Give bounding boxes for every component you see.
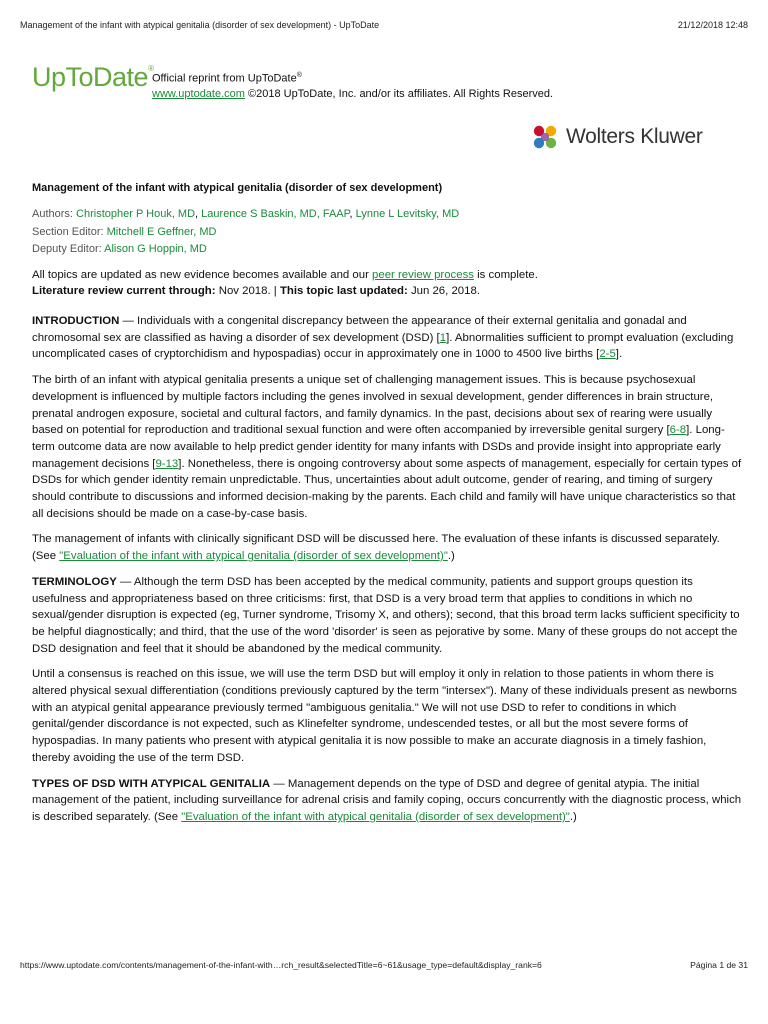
paragraph-text: The management of infants with clinically significant DSD will be discussed here. The evaluation of these infants is discussed separately. (See bbox=[32, 533, 720, 563]
paragraph-introduction bbox=[32, 313, 744, 363]
reference-link[interactable]: 6-8 bbox=[669, 424, 687, 437]
lit-review-value: Nov 2018. | bbox=[215, 285, 280, 297]
paragraph-birth bbox=[32, 372, 744, 522]
uptodate-link[interactable]: www.uptodate.com bbox=[152, 87, 245, 100]
paragraph-text: ]. bbox=[615, 348, 623, 361]
paragraph-types bbox=[32, 776, 744, 826]
reprint-notice bbox=[152, 68, 553, 102]
section-heading: TYPES OF DSD WITH ATYPICAL GENITALIA bbox=[32, 777, 271, 790]
paragraph-text: Until a consensus is reached on this issue, we will use the term DSD but will employ it only in relation to those patients in whom there is altered physical sexual differentiation (conditions previously captured by the term "intersex"). Many of these individuals present as newborns with an atypical genital appearance previously termed "ambiguous genitalia." We will not use DSD to refer to conditions in which genital/gender discordance is not expected, such as Klinefelter syndrome, undescended testes, or all but the most severe forms of hypospadias. In many patients who present with atypical genitalia it is now possible to make an accurate diagnosis in a timely fashion, thereby avoiding the use of the term DSD. bbox=[32, 668, 737, 764]
wolters-kluwer-mark-icon bbox=[528, 120, 562, 154]
reference-link[interactable]: 2-5 bbox=[599, 348, 616, 361]
section-heading: INTRODUCTION bbox=[32, 315, 120, 327]
uptodate-logo[interactable] bbox=[32, 62, 153, 93]
paragraph-text: — Management depends on the type of DSD and degree of genital atypia. The initial management of the patient, including surveillance for adrenal crisis and family coping, occurs concurrently with the diagnostic process, which is described separately. (See bbox=[32, 777, 742, 823]
update-text: All topics are updated as new evidence becomes available and our bbox=[32, 269, 373, 281]
paragraph-text: The birth of an infant with atypical genitalia presents a unique set of challenging management issues. This is because psychosexual development is influenced by multiple factors including the genes involved in sexual development, gender differences in brain structure, prenatal androgen exposure, societal and cultural factors, and family dynamics. In the past, decisions about sex of rearing were usually based on potential for reproduction and traditional sexual function and were often accompanied by irreversible genital surgery [ bbox=[32, 374, 714, 437]
authors-row: Authors: Christopher P Houk, MD, Laurence S Baskin, MD, FAAP, Lynne L Levitsky, MD bbox=[32, 208, 460, 220]
section-editor-link[interactable]: Mitchell E Geffner, MD bbox=[106, 225, 217, 238]
wolters-kluwer-logo bbox=[528, 121, 703, 153]
print-footer bbox=[20, 960, 748, 972]
lit-review-label: Literature review current through: bbox=[32, 285, 216, 297]
article-title: Management of the infant with atypical genitalia (disorder of sex development) bbox=[32, 182, 443, 194]
paragraph-text: .) bbox=[569, 810, 577, 823]
section-heading: TERMINOLOGY bbox=[32, 575, 117, 588]
paragraph-text: ]. Abnormalities sufficient to prompt evaluation (excluding uncomplicated cases of cryptorchidism and hypospadias) occur in approximately one in 1000 to 4500 live births [ bbox=[32, 331, 734, 361]
reprint-line: Official reprint from UpToDate bbox=[152, 72, 297, 85]
paragraph-text: .) bbox=[447, 550, 455, 563]
reference-link[interactable]: 9-13 bbox=[155, 457, 179, 470]
print-datetime: 21/12/2018 12:48 bbox=[677, 20, 748, 30]
update-text-end: is complete. bbox=[473, 269, 538, 281]
page-number: Página 1 de 31 bbox=[690, 960, 748, 970]
last-updated-label: This topic last updated: bbox=[279, 285, 408, 297]
author-link[interactable]: Christopher P Houk, MD bbox=[76, 208, 196, 220]
update-notice bbox=[32, 267, 742, 299]
authors-label: Authors: bbox=[32, 208, 73, 220]
article-body bbox=[32, 313, 744, 835]
paragraph-text: ]. Nonetheless, there is ongoing controversy about some aspects of management, especially for certain types of DSDs for which gender identity remain unpredictable. Thus, uncertainties about adult outcome, gender of rearing, and timing of surgery should contribute to discussions and informed decision-making by the parents. Each child and family will have unique characteristics so that all decisions should be made on a case-by-case basis. bbox=[32, 457, 742, 520]
print-url: https://www.uptodate.com/contents/management-of-the-infant-with…rch_result&selectedTitle=6~61&usage_type=default&display_rank=6 bbox=[20, 960, 542, 970]
paragraph-text: — Individuals with a congenital discrepancy between the appearance of their external genitalia and gonadal and chromosomal sex are classified as having a disorder of sex development (DSD) [ bbox=[32, 315, 687, 344]
paragraph-text: ]. Long-term outcome data are now available to help predict gender identity for many infants with DSDs and provide insight into appropriate early management decisions [ bbox=[32, 424, 725, 470]
deputy-editor-row bbox=[32, 241, 459, 259]
deputy-editor-label: Deputy Editor: bbox=[32, 243, 102, 255]
reprint-registered-mark: ® bbox=[296, 72, 302, 79]
reference-link[interactable]: 1 bbox=[439, 331, 447, 344]
copyright-text: ©2018 UpToDate, Inc. and/or its affiliates. All Rights Reserved. bbox=[244, 87, 554, 100]
last-updated-value: Jun 26, 2018. bbox=[407, 285, 480, 297]
paragraph-consensus bbox=[32, 666, 744, 766]
section-editor-row bbox=[32, 224, 459, 242]
author-link[interactable]: Laurence S Baskin, MD, FAAP bbox=[201, 208, 350, 220]
author-link[interactable]: Lynne L Levitsky, MD bbox=[355, 208, 460, 220]
wolters-kluwer-wordmark: Wolters Kluwer bbox=[566, 125, 703, 148]
paragraph-management bbox=[32, 531, 744, 564]
paragraph-text: — Although the term DSD has been accepted by the medical community, patients and support groups question its usefulness and appropriateness based on three criticisms: first, that DSD is a very broad term that applies to conditions in which no sexual/gender disruption is expected (eg, Turner syndrome, Trisomy X, and others); second, that this broad term lacks sufficient specificity to be helpful diagnostically; and third, that the use of the word 'disorder' is seen as pejorative by some. Many of these groups do not accept the DSD designation and feel that it should be abandoned by the medical community. bbox=[32, 575, 740, 655]
paragraph-terminology bbox=[32, 574, 744, 658]
print-page-title: Management of the infant with atypical genitalia (disorder of sex development) - UpToDate bbox=[20, 20, 380, 30]
deputy-editor-link[interactable]: Alison G Hoppin, MD bbox=[104, 243, 207, 255]
article-meta bbox=[32, 206, 459, 259]
section-editor-label: Section Editor: bbox=[32, 225, 104, 238]
topic-link[interactable]: "Evaluation of the infant with atypical genitalia (disorder of sex development)" bbox=[59, 550, 448, 563]
print-header bbox=[20, 20, 748, 34]
logo-text: UpToDate bbox=[32, 62, 149, 92]
logo-registered-mark: ® bbox=[148, 64, 154, 73]
peer-review-link[interactable]: peer review process bbox=[372, 269, 474, 281]
topic-link[interactable]: "Evaluation of the infant with atypical genitalia (disorder of sex development)" bbox=[181, 810, 570, 823]
